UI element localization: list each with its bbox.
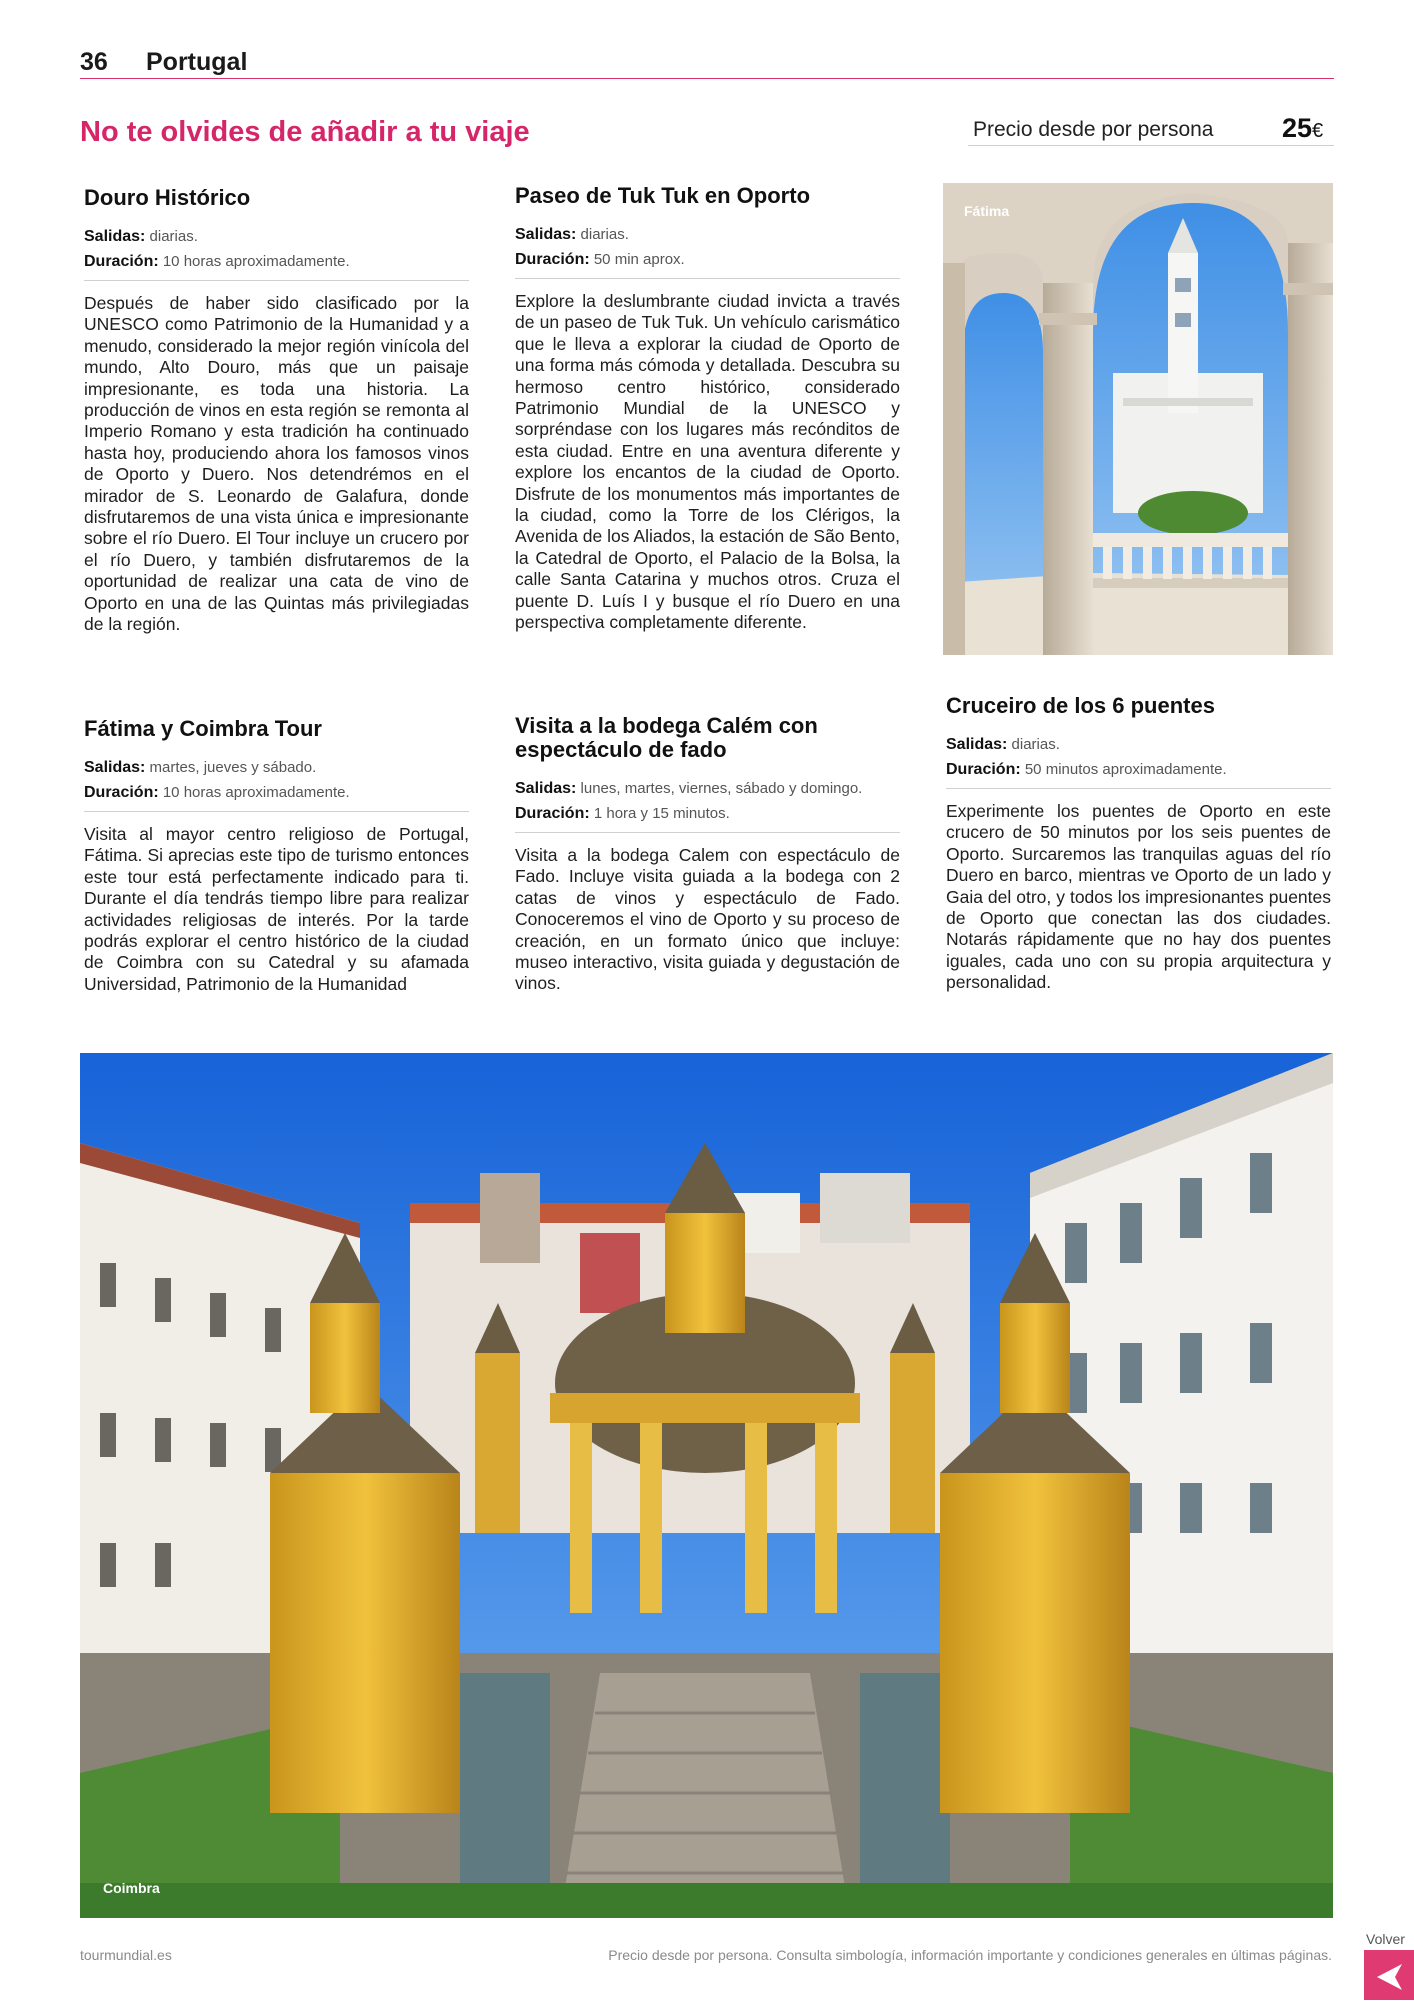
salidas-value: diarias. [149,228,198,245]
salidas-label: Salidas: [84,759,146,776]
tour-douro-historico [84,186,469,636]
salidas-value: martes, jueves y sábado. [149,759,317,776]
footer-disclaimer: Precio desde por persona. Consulta simbología, información importante y condiciones generales en últimas páginas. [608,1947,1332,1963]
salidas-label: Salidas: [946,736,1008,753]
salidas-value: diarias. [1011,736,1060,753]
price-divider [968,145,1334,146]
duracion-value: 1 hora y 15 minutos. [593,805,730,822]
duracion-value: 50 min aprox. [593,251,685,268]
duracion-label: Duración: [515,251,590,268]
tour-salidas [515,776,900,801]
fatima-caption: Fátima [964,203,1010,219]
tour-divider [515,832,900,833]
tour-title: Cruceiro de los 6 puentes [946,693,1215,718]
tour-salidas [84,755,469,780]
header-divider [80,78,1334,79]
tour-duracion [515,247,900,272]
fatima-photo-art [943,183,1333,655]
coimbra-photo [80,1053,1333,1918]
duracion-value: 50 minutos aproximadamente. [1024,761,1227,778]
back-button[interactable] [1364,1950,1414,2000]
tour-duracion [84,249,469,274]
tour-tuk-tuk-oporto [515,184,900,634]
section-title: No te olvides de añadir a tu viaje [80,116,530,148]
tour-divider [515,278,900,279]
back-arrow-icon [1364,1950,1414,2000]
duracion-label: Duración: [84,784,159,801]
tour-title: Visita a la bodega Calém con espectáculo de fado [515,713,818,762]
tour-fatima-coimbra [84,717,469,995]
back-label: Volver [1366,1931,1405,1947]
tour-description: Experimente los puentes de Oporto en este crucero de 50 minutos por los seis puentes de Oporto. Surcaremos las tranquilas aguas del río Duero en barco, mientras ve Oporto de un lado y Gaia del otro, y todos los impresionantes puentes de Oporto que conectan las dos ciudades. Notarás rápidamente que no hay dos puentes iguales, cada uno con su propia arquitectura y personalidad. [946,801,1331,993]
tour-duracion [946,757,1331,782]
duracion-value: 10 horas aproximadamente. [162,253,350,270]
duracion-label: Duración: [515,805,590,822]
tour-divider [84,280,469,281]
salidas-label: Salidas: [515,780,577,797]
fatima-photo [943,183,1333,655]
page-country: Portugal [146,48,248,76]
price-currency: € [1312,120,1324,142]
tour-salidas [946,732,1331,757]
duracion-label: Duración: [84,253,159,270]
coimbra-caption: Coimbra [103,1880,160,1896]
page-number: 36 [80,48,108,76]
tour-description: Visita a la bodega Calem con espectáculo de Fado. Incluye visita guiada a la bodega con 2 catas de vinos y espectáculo de Fado. Conoceremos el vino de Oporto y su proceso de creación, en un formato único que incluye: museo interactivo, visita guiada y degustación de vinos. [515,845,900,994]
price-amount: 25 [1282,113,1313,143]
tour-title: Paseo de Tuk Tuk en Oporto [515,183,811,208]
salidas-value: diarias. [580,226,629,243]
price-value [1282,113,1323,144]
tour-title: Douro Histórico [84,185,251,210]
salidas-value: lunes, martes, viernes, sábado y domingo. [580,780,863,797]
tour-description: Explore la deslumbrante ciudad invicta a través de un paseo de Tuk Tuk. Un vehículo carismático que le lleva a explorar la ciudad de Oporto de una forma más cómoda y detallada. Descubra su hermoso centro histórico, considerado Patrimonio Mundial de la UNESCO y sorpréndase con los lugares más recónditos de esta ciudad. Entre en una aventura diferente y explore los encantos de la ciudad de Oporto. Disfrute de los monumentos más importantes de la ciudad, como la Torre de los Clérigos, la Avenida de los Aliados, la estación de São Bento, la Catedral de Oporto, el Palacio de la Bolsa, la calle Santa Catarina y muchos otros. Cruza el puente D. Luís I y busque el río Duero en una perspectiva completamente diferente. [515,291,900,633]
duracion-label: Duración: [946,761,1021,778]
tour-description: Visita al mayor centro religioso de Portugal, Fátima. Si aprecias este tipo de turismo entonces este tour está perfectamente indicado para ti. Durante el día tendrás tiempo libre para realizar actividades religiosas de interés. Por la tarde podrás explorar el centro histórico de la ciudad de Coimbra con su Catedral y su afamada Universidad, Patrimonio de la Humanidad [84,824,469,994]
tour-description: Después de haber sido clasificado por la UNESCO como Patrimonio de la Humanidad y a menudo, considerado la mejor región vinícola del mundo, Alto Douro, más que un paisaje impresionante, es toda una historia. La producción de vinos en esta región se remonta al Imperio Romano y esta tradición ha continuado hasta hoy, produciendo ahora los famosos vinos de Oporto y Duero. Nos detendrémos en el mirador de S. Leonardo de Galafura, donde disfrutaremos de una vista única e impresionante sobre el río Duero. El Tour incluye un crucero por el río Duero, y también disfrutaremos de la oportunidad de realizar una cata de vino de Oporto en una de las Quintas más privilegiadas de la región. [84,293,469,635]
tour-cruceiro-6-puentes [946,694,1331,994]
coimbra-photo-art [80,1053,1333,1918]
tour-duracion [84,780,469,805]
tour-divider [946,788,1331,789]
tour-salidas [515,222,900,247]
tour-duracion [515,801,900,826]
tour-salidas [84,224,469,249]
tour-divider [84,811,469,812]
duracion-value: 10 horas aproximadamente. [162,784,350,801]
footer-site[interactable]: tourmundial.es [80,1947,172,1963]
tour-title: Fátima y Coimbra Tour [84,716,322,741]
tour-bodega-calem [515,714,900,995]
salidas-label: Salidas: [515,226,577,243]
salidas-label: Salidas: [84,228,146,245]
price-label: Precio desde por persona [973,118,1214,141]
